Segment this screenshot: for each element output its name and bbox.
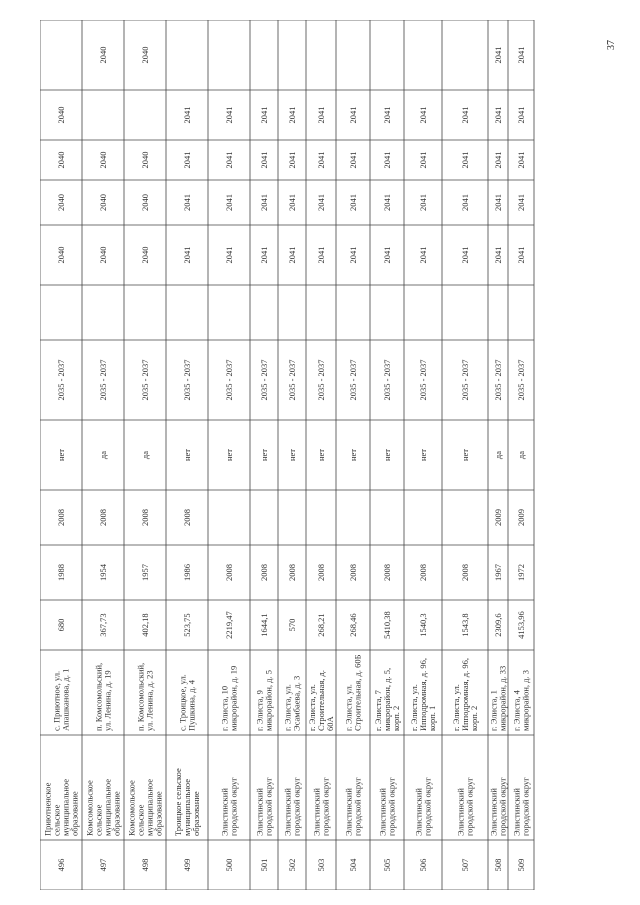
cell-plan: 2035 - 2037 xyxy=(516,359,526,401)
cell-need: нет xyxy=(418,448,428,462)
cell-y4: 2040 xyxy=(98,151,108,169)
cell-y3: 2040 xyxy=(56,194,66,211)
cell-year-repair: 2008 xyxy=(182,509,192,526)
cell-address: п. Комсомольский, xyxy=(93,662,104,731)
cell-mo: Элистинский xyxy=(254,788,265,836)
cell-y5: 2041 xyxy=(259,106,269,124)
cell-address: п. Комсомольский, xyxy=(135,662,146,731)
cell-address: микрорайон, д. 33 xyxy=(497,665,508,731)
cell-y5: 2040 xyxy=(56,106,66,124)
cell-plan: 2035 - 2037 xyxy=(98,359,108,401)
cell-address: г. Элиста, 7 xyxy=(373,690,383,731)
cell-mo: сельское xyxy=(51,804,62,836)
cell-no: 508 xyxy=(493,858,503,872)
cell-y5: 2041 xyxy=(418,106,428,124)
cell-y2: 2041 xyxy=(382,246,392,264)
cell-mo: Приютненское xyxy=(42,782,53,836)
cell-year-repair: 2008 xyxy=(98,509,108,526)
cell-year-built: 2008 xyxy=(348,564,358,581)
cell-address: корп. 1 xyxy=(427,705,437,731)
cell-mo: городской округ xyxy=(263,777,274,836)
cell-mo: Комсомольское xyxy=(126,780,137,836)
cell-y4: 2041 xyxy=(259,151,269,169)
cell-plan: 2035 - 2037 xyxy=(259,359,269,401)
cell-y3: 2041 xyxy=(516,194,526,211)
cell-y4: 2041 xyxy=(287,151,297,169)
cell-mo: муниципальное xyxy=(182,778,192,836)
cell-need: да xyxy=(98,450,108,460)
cell-no: 496 xyxy=(56,858,66,872)
cell-need: нет xyxy=(316,448,326,462)
rotated-table xyxy=(40,20,605,890)
cell-y4: 2041 xyxy=(348,151,358,169)
cell-mo: городской округ xyxy=(520,777,531,836)
cell-area: 4153,96 xyxy=(516,611,526,639)
cell-y2: 2040 xyxy=(98,246,108,264)
cell-area: 1543,8 xyxy=(460,613,470,637)
cell-address: микрорайон, д. 3 xyxy=(520,669,531,731)
cell-y3: 2041 xyxy=(287,194,297,211)
cell-y3: 2041 xyxy=(382,194,392,211)
cell-address: Ипподромная, д. 96, xyxy=(460,658,470,731)
cell-year-built: 2008 xyxy=(418,564,428,581)
cell-y2: 2040 xyxy=(140,246,150,264)
cell-area: 1540,3 xyxy=(418,613,428,637)
cell-y5: 2041 xyxy=(224,106,234,124)
cell-address: г. Элиста, ул. xyxy=(282,684,293,731)
cell-area: 268,46 xyxy=(348,613,358,637)
cell-no: 503 xyxy=(316,858,326,872)
cell-mo: образование xyxy=(153,791,164,836)
cell-plan: 2035 - 2037 xyxy=(460,359,470,401)
cell-y3: 2041 xyxy=(493,194,503,211)
cell-y3: 2040 xyxy=(98,194,108,211)
cell-mo: муниципальное xyxy=(102,778,113,836)
cell-plan: 2035 - 2037 xyxy=(316,359,326,401)
cell-year-built: 1988 xyxy=(56,564,66,581)
cell-address: корп. 2 xyxy=(469,705,479,731)
cell-address: г. Элиста, 9 xyxy=(254,690,265,731)
cell-year-built: 2008 xyxy=(287,564,297,581)
cell-y4: 2041 xyxy=(182,151,192,169)
cell-y3: 2040 xyxy=(140,194,150,211)
cell-year-built: 2008 xyxy=(382,564,392,581)
cell-no: 499 xyxy=(182,858,192,872)
cell-y2: 2041 xyxy=(287,246,297,264)
cell-need: да xyxy=(493,450,503,460)
cell-mo: городской округ xyxy=(228,777,239,836)
cell-address: микрорайон, д. 19 xyxy=(228,665,239,731)
cell-y6: 2040 xyxy=(140,46,150,64)
cell-y4: 2041 xyxy=(418,151,428,169)
cell-address: с. Троицкое, ул. xyxy=(177,674,188,731)
cell-no: 506 xyxy=(418,858,428,872)
cell-y2: 2041 xyxy=(460,246,470,264)
cell-y2: 2040 xyxy=(56,246,66,264)
cell-year-built: 2008 xyxy=(259,564,269,581)
cell-need: да xyxy=(516,450,526,460)
cell-y2: 2041 xyxy=(316,246,326,264)
cell-y5: 2041 xyxy=(287,106,297,124)
cell-address: Апашканова, д. 1 xyxy=(60,668,71,731)
cell-mo: городской округ xyxy=(291,777,302,836)
cell-plan: 2035 - 2037 xyxy=(493,359,503,401)
cell-plan: 2035 - 2037 xyxy=(224,359,234,401)
cell-year-built: 2008 xyxy=(460,564,470,581)
cell-no: 497 xyxy=(98,858,108,872)
cell-y4: 2040 xyxy=(140,151,150,169)
cell-no: 505 xyxy=(382,858,392,872)
cell-y2: 2041 xyxy=(418,246,428,264)
cell-need: нет xyxy=(287,448,297,462)
page-number: 37 xyxy=(606,40,617,50)
cell-need: нет xyxy=(259,448,269,462)
cell-address: корп. 2 xyxy=(391,705,401,731)
cell-address: ул. Ленина, д. 23 xyxy=(144,670,155,731)
cell-y2: 2041 xyxy=(259,246,269,264)
cell-area: 5410,38 xyxy=(382,611,392,639)
cell-area: 2219,47 xyxy=(224,611,234,639)
cell-plan: 2035 - 2037 xyxy=(348,359,358,401)
cell-plan: 2035 - 2037 xyxy=(382,359,392,401)
cell-y4: 2041 xyxy=(493,151,503,169)
cell-y3: 2041 xyxy=(224,194,234,211)
cell-y6: 2041 xyxy=(516,46,526,64)
cell-address: 60А xyxy=(325,716,335,731)
cell-area: 2309,6 xyxy=(493,613,503,637)
cell-address: г. Элиста, 1 xyxy=(488,690,499,731)
cell-mo: Элистинский xyxy=(282,788,293,836)
cell-address: Строительная, д. xyxy=(316,670,326,731)
cell-y4: 2040 xyxy=(56,151,66,169)
cell-no: 509 xyxy=(516,858,526,872)
cell-address: Строительная, д. 60Б xyxy=(352,654,363,731)
cell-mo: Элистинский xyxy=(377,788,388,836)
cell-mo: городской округ xyxy=(464,777,475,836)
cell-year-built: 1986 xyxy=(182,564,192,581)
cell-mo: сельское xyxy=(135,804,146,836)
cell-address: г. Элиста, ул. xyxy=(343,684,354,731)
cell-address: Пушкина, д. 4 xyxy=(186,679,197,731)
cell-y5: 2041 xyxy=(348,106,358,124)
cell-area: 523,75 xyxy=(182,613,192,637)
cell-y2: 2041 xyxy=(348,246,358,264)
cell-mo: городской округ xyxy=(386,777,397,836)
cell-address: Эсамбаева, д. 3 xyxy=(291,675,302,731)
cell-y4: 2041 xyxy=(224,151,234,169)
cell-year-repair: 2008 xyxy=(56,509,66,526)
cell-y6: 2040 xyxy=(98,46,108,64)
cell-address: с. Приютное, ул. xyxy=(51,670,62,731)
cell-no: 498 xyxy=(140,858,150,872)
cell-mo: городской округ xyxy=(422,777,433,836)
cell-mo: образование xyxy=(111,791,122,836)
cell-y5: 2041 xyxy=(493,106,503,124)
cell-address: г. Элиста, 10 xyxy=(219,685,230,731)
cell-y4: 2041 xyxy=(316,151,326,169)
cell-address: г. Элиста, ул. xyxy=(451,684,461,731)
cell-y3: 2041 xyxy=(460,194,470,211)
cell-year-repair: 2009 xyxy=(516,509,526,526)
cell-need: нет xyxy=(382,448,392,462)
cell-mo: Элистинский xyxy=(219,788,230,836)
cell-area: 268,21 xyxy=(316,613,326,637)
cell-area: 680 xyxy=(56,618,66,632)
cell-y2: 2041 xyxy=(224,246,234,264)
cell-no: 507 xyxy=(460,858,470,872)
cell-year-built: 1967 xyxy=(493,564,503,581)
cell-year-built: 1972 xyxy=(516,564,526,581)
cell-area: 367,73 xyxy=(98,613,108,637)
cell-no: 500 xyxy=(224,858,234,872)
cell-year-built: 2008 xyxy=(316,564,326,581)
cell-plan: 2035 - 2037 xyxy=(418,359,428,401)
cell-need: нет xyxy=(56,448,66,462)
cell-mo: муниципальное xyxy=(144,778,155,836)
cell-no: 501 xyxy=(259,858,269,872)
cell-y3: 2041 xyxy=(259,194,269,211)
cell-year-repair: 2009 xyxy=(493,509,503,526)
cell-y3: 2041 xyxy=(182,194,192,211)
cell-need: да xyxy=(140,450,150,460)
cell-need: нет xyxy=(460,448,470,462)
cell-mo: городской округ xyxy=(352,777,363,836)
cell-mo: Элистинский xyxy=(413,788,424,836)
cell-address: г. Элиста, 4 xyxy=(511,690,522,731)
cell-address: г. Элиста, ул. xyxy=(307,684,317,731)
cell-y2: 2041 xyxy=(493,246,503,264)
cell-y4: 2041 xyxy=(382,151,392,169)
cell-address: г. Элиста, ул. xyxy=(409,684,419,731)
cell-address: микрорайон, д. 5 xyxy=(263,669,274,731)
cell-y6: 2041 xyxy=(493,46,503,64)
cell-year-repair: 2008 xyxy=(140,509,150,526)
cell-address: микрорайон, д. 5, xyxy=(382,667,392,731)
cell-mo: Элистинский xyxy=(455,788,466,836)
cell-plan: 2035 - 2037 xyxy=(287,359,297,401)
cell-y5: 2041 xyxy=(516,106,526,124)
cell-need: нет xyxy=(224,448,234,462)
cell-plan: 2035 - 2037 xyxy=(56,359,66,401)
cell-y4: 2041 xyxy=(460,151,470,169)
cell-y5: 2041 xyxy=(460,106,470,124)
cell-year-built: 1957 xyxy=(140,564,150,581)
cell-mo: Комсомольское xyxy=(84,780,95,836)
cell-y5: 2041 xyxy=(382,106,392,124)
cell-mo: образование xyxy=(191,791,201,836)
cell-y4: 2041 xyxy=(516,151,526,169)
cell-area: 402,18 xyxy=(140,613,150,637)
cell-y2: 2041 xyxy=(516,246,526,264)
cell-area: 1644,1 xyxy=(259,613,269,637)
cell-year-built: 1954 xyxy=(98,564,108,581)
cell-y3: 2041 xyxy=(418,194,428,211)
cell-need: нет xyxy=(348,448,358,462)
cell-year-built: 2008 xyxy=(224,564,234,581)
cell-mo: Элистинский xyxy=(511,788,522,836)
cell-y3: 2041 xyxy=(316,194,326,211)
cell-no: 504 xyxy=(348,858,358,872)
cell-mo: образование xyxy=(69,791,80,836)
cell-y3: 2041 xyxy=(348,194,358,211)
cell-y2: 2041 xyxy=(182,246,192,264)
cell-address: ул. Ленина, д. 19 xyxy=(102,670,113,731)
cell-y5: 2041 xyxy=(316,106,326,124)
cell-mo: Элистинский xyxy=(488,788,499,836)
cell-need: нет xyxy=(182,448,192,462)
cell-no: 502 xyxy=(287,858,297,872)
cell-plan: 2035 - 2037 xyxy=(182,359,192,401)
cell-plan: 2035 - 2037 xyxy=(140,359,150,401)
cell-mo: Элистинский xyxy=(343,788,354,836)
cell-mo: Элистинский xyxy=(311,788,322,836)
cell-mo: сельское xyxy=(93,804,104,836)
cell-mo: муниципальное xyxy=(60,778,71,836)
cell-mo: Троицкое сельское xyxy=(173,768,183,836)
cell-area: 570 xyxy=(287,618,297,632)
cell-address: Ипподромная, д. 96, xyxy=(418,658,428,731)
cell-y5: 2041 xyxy=(182,106,192,124)
cell-mo: городской округ xyxy=(497,777,508,836)
cell-mo: городской округ xyxy=(320,777,331,836)
